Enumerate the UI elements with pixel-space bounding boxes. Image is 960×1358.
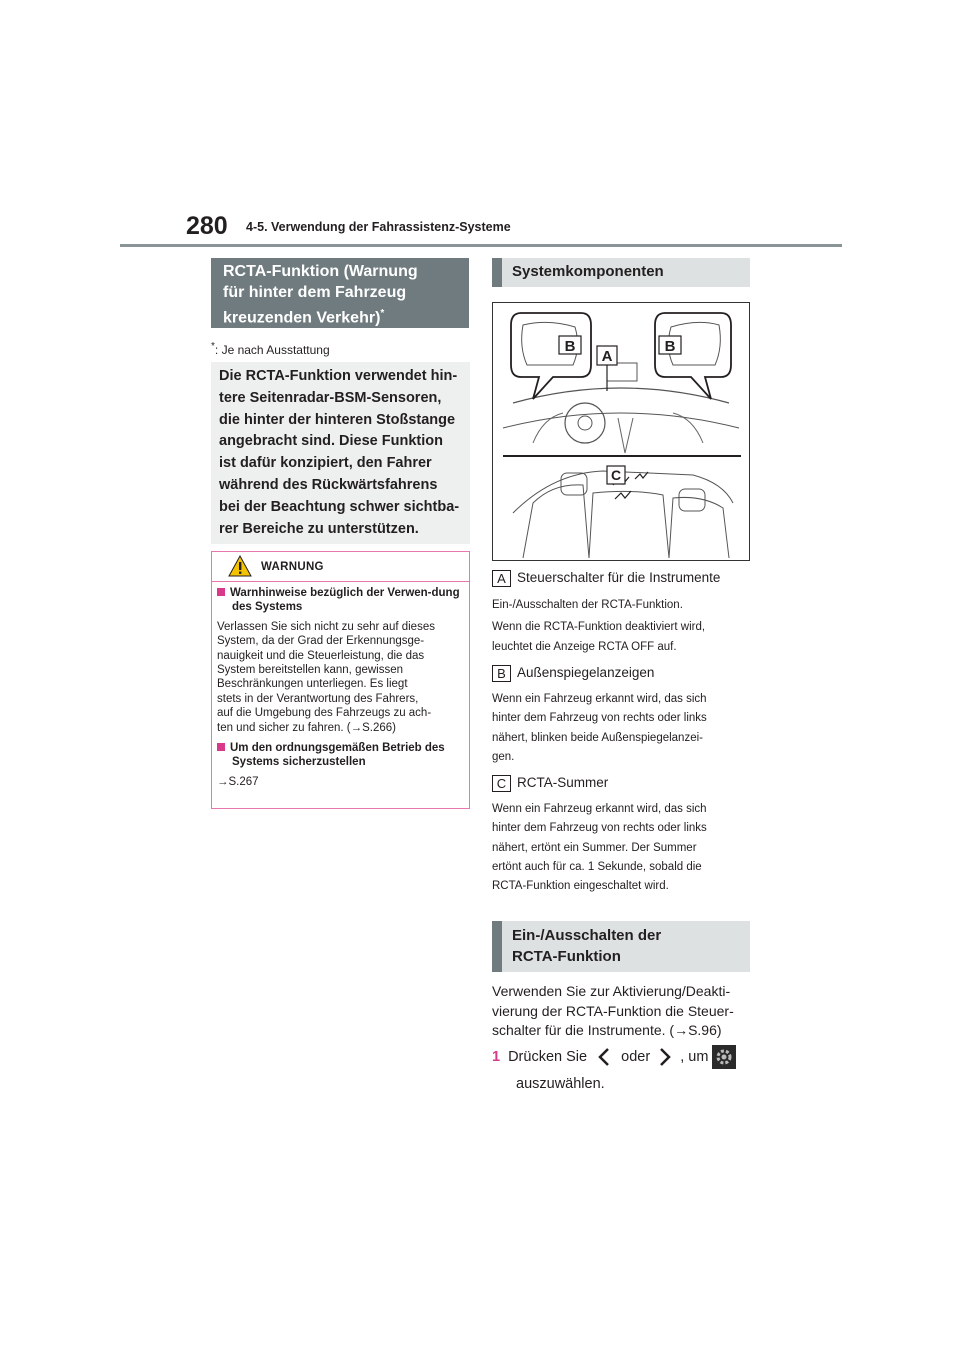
intro-line: während des Rückwärtsfahrens <box>219 476 438 493</box>
illus-label-a: A <box>601 348 613 365</box>
intro-line: tere Seitenradar-BSM-Sensoren, <box>219 389 442 406</box>
intro-line: angebracht sind. Diese Funktion <box>219 433 443 450</box>
footnote-star: * <box>211 341 215 352</box>
warning-subheading-2-text: Um den ordnungsgemäßen Betrieb des Systems sicherzustellen <box>230 742 445 769</box>
warning-text-line: nauigkeit und die Steuerleistung, die das <box>217 649 425 662</box>
bullet-square-icon <box>217 743 225 751</box>
desc-line: ertönt auch für ca. 1 Sekunde, sobald die <box>492 860 702 873</box>
car-interior-illustration <box>493 303 749 560</box>
rcta-title-line-2: für hinter dem Fahrzeug <box>223 284 407 301</box>
system-components-illustration <box>492 302 750 561</box>
component-a-label-text: Steuerschalter für die Instrumente <box>517 570 721 586</box>
rcta-title-box <box>211 258 469 328</box>
intro-line: die hinter der hinteren Stoßstange <box>219 411 456 428</box>
body-line: schalter für die Instrumente. (→S.96) <box>492 1022 722 1038</box>
header-rule <box>120 244 842 247</box>
component-a-description <box>492 596 752 657</box>
warning-text-2: →S.267 <box>217 775 259 788</box>
step-1 <box>492 1044 752 1098</box>
warning-text-line: Beschränkungen unterliegen. Es liegt <box>217 678 408 691</box>
step-text-b: oder <box>621 1049 651 1065</box>
illus-label-b-right: B <box>664 338 676 355</box>
warning-box <box>211 551 470 809</box>
component-b-label <box>492 665 654 682</box>
body-line: Verwenden Sie zur Aktivierung/Deakti- <box>492 983 731 999</box>
warning-text-line: Verlassen Sie sich nicht zu sehr auf dieses <box>217 620 435 633</box>
warning-text-line: auf die Umgebung des Fahrzeugs zu ach- <box>217 707 432 720</box>
intro-box <box>211 362 470 544</box>
step-number: 1 <box>492 1049 501 1065</box>
step-text-d: auszuwählen. <box>516 1076 605 1092</box>
illus-label-b-left: B <box>564 338 576 355</box>
warning-text-line: System, da der Grad der Erkennungsge- <box>217 635 425 648</box>
bullet-square-icon <box>217 588 225 596</box>
letter-box-b: B <box>492 665 511 682</box>
illus-label-c: C <box>610 467 622 483</box>
desc-line: leuchtet die Anzeige RCTA OFF auf. <box>492 640 677 653</box>
ein-ausschalten-heading <box>492 921 750 972</box>
warning-header <box>212 552 469 582</box>
step-text-c: , um <box>680 1049 709 1065</box>
desc-line: gen. <box>492 750 515 763</box>
section-title: 4-5. Verwendung der Fahrassistenz-Systeme <box>246 220 511 234</box>
intro-line: bei der Beachtung schwer sichtba- <box>219 498 460 515</box>
desc-line: nähert, ertönt ein Summer. Der Summer <box>492 841 697 854</box>
desc-line: Ein-/Ausschalten der RCTA-Funktion. <box>492 599 683 611</box>
desc-line: Wenn die RCTA-Funktion deaktiviert wird, <box>492 621 706 634</box>
body-line: vierung der RCTA-Funktion die Steuer- <box>492 1002 734 1019</box>
ein-heading-line-1: Ein-/Ausschalten der <box>512 927 662 944</box>
warning-label: WARNUNG <box>261 561 324 573</box>
component-b-label-text: Außenspiegelanzeigen <box>517 665 655 681</box>
letter-box-c: C <box>492 775 511 792</box>
intro-line: rer Bereiche zu unterstützen. <box>219 520 419 537</box>
system-components-heading: Systemkomponenten <box>492 258 750 287</box>
warning-triangle-icon <box>228 555 252 577</box>
page-number: 280 <box>186 212 228 240</box>
warning-text-1 <box>217 620 464 735</box>
chevron-left-icon <box>597 1047 611 1067</box>
desc-line: Wenn ein Fahrzeug erkannt wird, das sich <box>492 803 707 815</box>
component-a-label <box>492 570 720 587</box>
rcta-title-line-1: RCTA-Funktion (Warnung <box>223 263 418 280</box>
warning-subheading-1 <box>217 586 464 615</box>
intro-line: ist dafür konzipiert, den Fahrer <box>219 455 432 472</box>
warning-text-line: System bereitstellen kann, gewissen <box>217 664 404 677</box>
intro-line: Die RCTA-Funktion verwendet hin- <box>219 368 458 384</box>
footnote <box>211 341 330 357</box>
desc-line: hinter dem Fahrzeug von rechts oder links <box>492 822 707 835</box>
warning-subheading-2 <box>217 741 464 770</box>
rcta-title-asterisk: * <box>380 308 385 319</box>
desc-line: hinter dem Fahrzeug von rechts oder links <box>492 712 707 725</box>
rcta-title-line-3: kreuzenden Verkehr) <box>223 309 381 327</box>
gear-icon <box>712 1045 736 1069</box>
step-text-a: Drücken Sie <box>508 1049 588 1065</box>
footnote-text: : Je nach Ausstattung <box>214 343 330 357</box>
component-c-label <box>492 775 608 792</box>
desc-line: Wenn ein Fahrzeug erkannt wird, das sich <box>492 693 707 705</box>
warning-text-line: stets in der Verantwortung des Fahrers, <box>217 692 419 705</box>
component-b-description <box>492 690 752 767</box>
letter-box-a: A <box>492 570 511 587</box>
desc-line: RCTA-Funktion eingeschaltet wird. <box>492 880 669 893</box>
component-c-description <box>492 800 752 896</box>
activation-body-text <box>492 982 752 1041</box>
component-c-label-text: RCTA-Summer <box>517 775 609 791</box>
chevron-right-icon <box>658 1047 672 1067</box>
desc-line: nähert, blinken beide Außenspiegelanzei- <box>492 731 703 744</box>
ein-heading-line-2: RCTA-Funktion <box>512 948 621 965</box>
warning-text-line: ten und sicher zu fahren. (→S.266) <box>217 721 396 734</box>
warning-subheading-1-text: Warnhinweise bezüglich der Verwen-dung des Systems <box>230 587 460 614</box>
